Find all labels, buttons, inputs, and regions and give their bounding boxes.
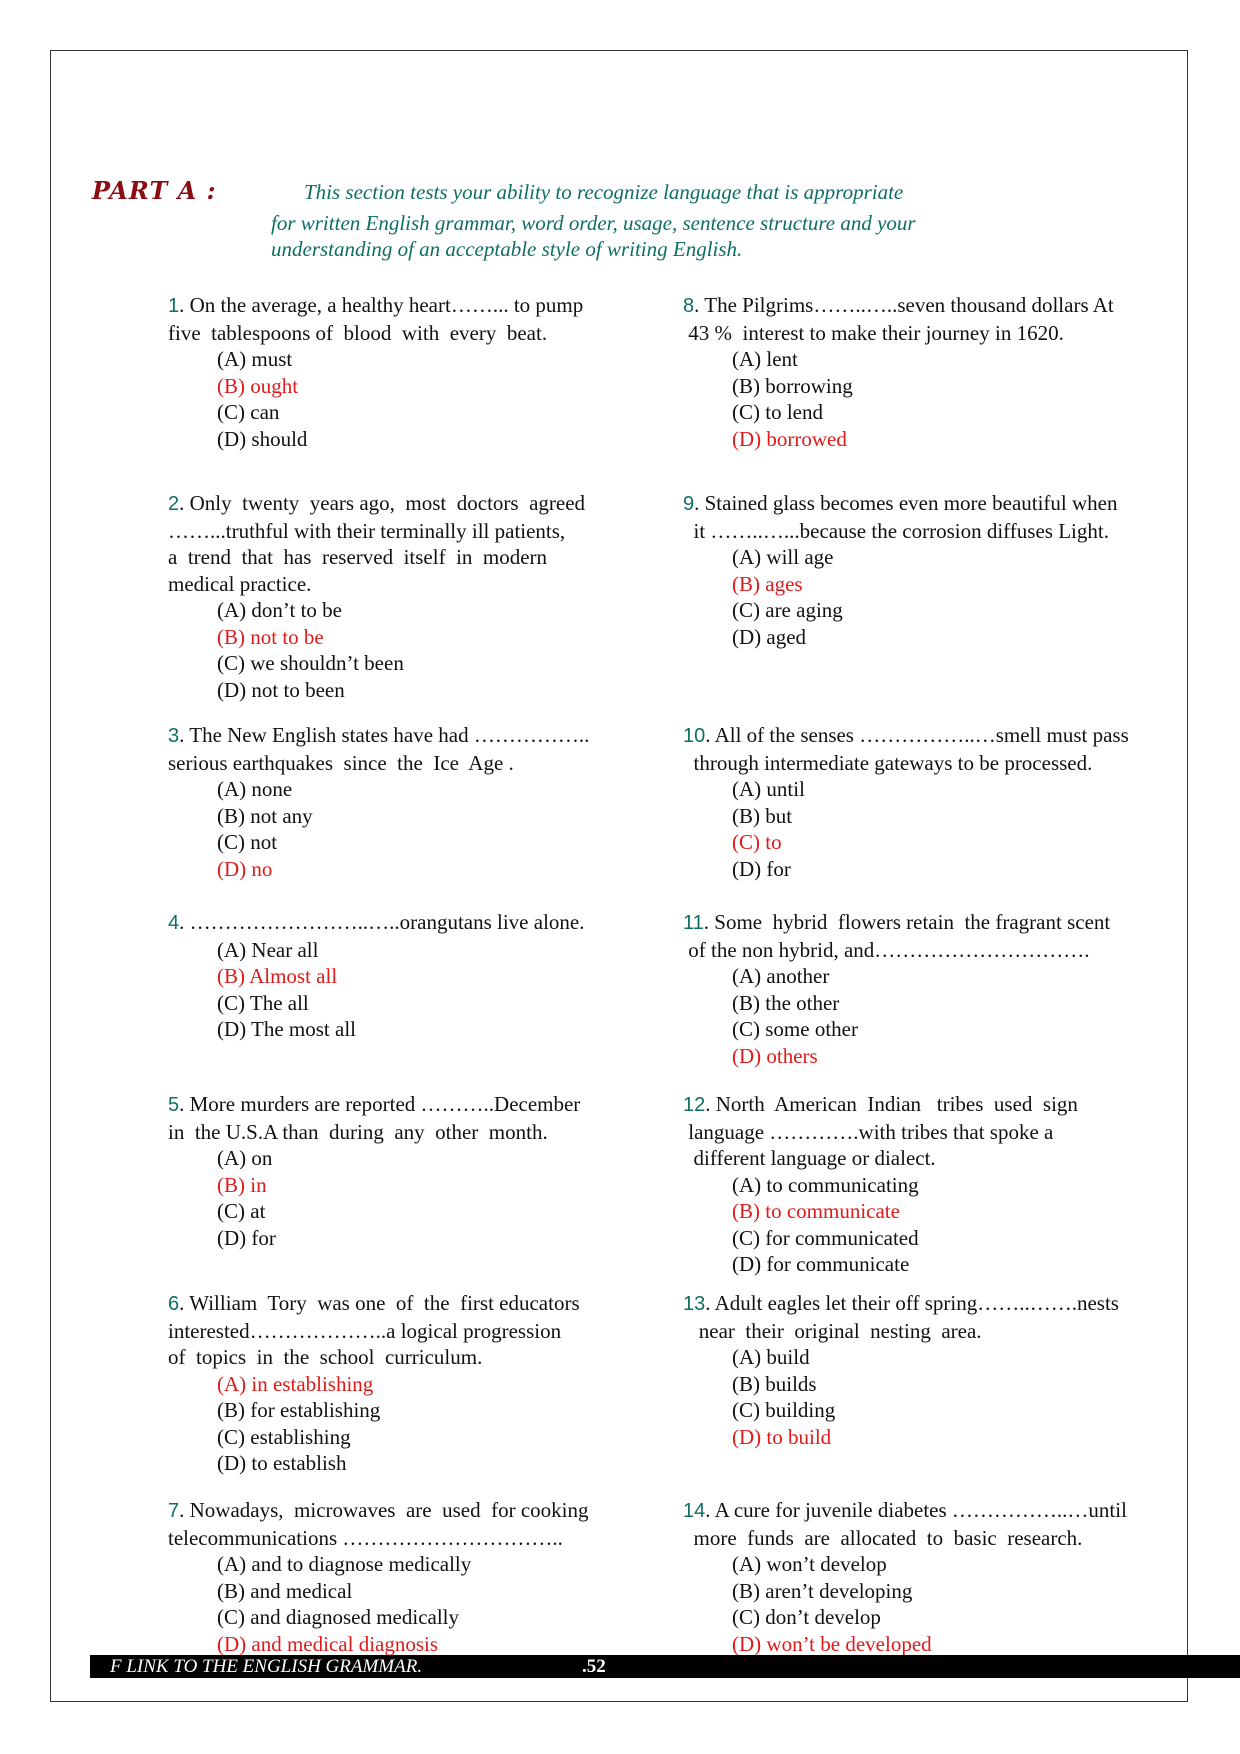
answer-option-correct: (B) to communicate: [732, 1199, 900, 1223]
question-4: [168, 909, 628, 1043]
answer-option: (A) will age: [732, 545, 834, 569]
answer-option: (C) and diagnosed medically: [217, 1605, 460, 1629]
question-text: . William Tory was one of the first educators: [179, 1291, 580, 1315]
question-text: ……...truthful with their terminally ill patients,: [168, 518, 566, 543]
question-text-line: [168, 1318, 628, 1345]
question-text-line: [683, 1318, 1163, 1345]
answer-option: (A) and to diagnose medically: [217, 1552, 472, 1576]
question-text-line: [683, 750, 1163, 777]
question-text: . The New English states have had ……………..: [179, 723, 590, 747]
question-text: five tablespoons of blood with every beat.: [168, 320, 548, 345]
answer-option: (C) can: [217, 400, 280, 424]
question-13: [683, 1290, 1163, 1450]
question-text-line: [683, 909, 1163, 937]
question-text-line: [683, 1091, 1163, 1119]
question-text: serious earthquakes since the Ice Age .: [168, 750, 514, 775]
question-text-line: [683, 490, 1163, 518]
answer-option: (C) we shouldn’t been: [217, 651, 404, 675]
question-text-line: [683, 1497, 1163, 1525]
answer-option-correct: (D) borrowed: [732, 426, 847, 451]
answer-option: (D) to establish: [217, 1451, 347, 1475]
question-text-line: [168, 750, 628, 777]
answer-option: (A) won’t develop: [732, 1552, 887, 1576]
question-text-line: [168, 544, 628, 571]
question-text-line: [168, 1344, 628, 1371]
question-number: 14: [683, 1500, 706, 1522]
answer-option: (B) builds: [732, 1371, 817, 1396]
answer-option-correct: (D) no: [217, 856, 273, 881]
question-text: a trend that has reserved itself in modern: [168, 545, 548, 569]
answer-option: (A) lent: [732, 347, 798, 371]
question-12: [683, 1091, 1163, 1278]
footer-title: F LINK TO THE ENGLISH GRAMMAR.: [110, 1656, 423, 1677]
answer-option: (A) on: [217, 1146, 273, 1170]
answer-option-correct: (D) others: [732, 1043, 818, 1068]
answer-option-correct: (D) and medical diagnosis: [217, 1631, 439, 1656]
question-text: telecommunications …………………………..: [168, 1525, 563, 1550]
question-text-line: [683, 1119, 1163, 1146]
answer-option: (D) should: [217, 426, 308, 451]
question-5: [168, 1091, 628, 1251]
intro-line-2: for written English grammar, word order, usage, sentence structure and your: [271, 211, 916, 235]
answer-option: (A) Near all: [217, 937, 319, 962]
question-text: medical practice.: [168, 571, 312, 596]
question-text: of the non hybrid, and………………………….: [683, 937, 1090, 962]
question-number: 6: [168, 1293, 180, 1315]
answer-option: (D) The most all: [217, 1017, 357, 1041]
question-text: . Some hybrid flowers retain the fragrant scent: [703, 910, 1111, 934]
question-text: . Nowadays, microwaves are used for cooking: [179, 1498, 589, 1522]
question-text: . Adult eagles let their off spring……..…….nests: [705, 1291, 1119, 1315]
question-text-line: [683, 1290, 1163, 1318]
part-label: PART A :: [92, 176, 217, 205]
question-text: more funds are allocated to basic research.: [683, 1525, 1083, 1550]
question-text: . On the average, a healthy heart……... to pump: [179, 293, 584, 317]
question-text-line: [168, 722, 628, 750]
question-text-line: [683, 937, 1163, 964]
answer-option: (A) none: [217, 777, 293, 801]
question-text: near their original nesting area.: [683, 1318, 982, 1343]
question-text-line: [683, 320, 1163, 347]
question-text-line: [683, 292, 1163, 320]
question-text-line: [168, 292, 628, 320]
question-2: [168, 490, 628, 703]
question-number: 9: [683, 493, 695, 515]
answer-option: (C) at: [217, 1199, 266, 1223]
answer-option-correct: (B) not to be: [217, 624, 324, 649]
answer-option: (C) for communicated: [732, 1225, 919, 1250]
answer-option: (D) not to been: [217, 677, 345, 702]
question-text: . A cure for juvenile diabetes ……………..…until: [705, 1498, 1127, 1522]
question-number: 11: [683, 912, 704, 934]
question-text: through intermediate gateways to be processed.: [683, 750, 1093, 775]
answer-option: (D) aged: [732, 624, 807, 649]
answer-option: (A) another: [732, 964, 830, 988]
answer-option: (C) don’t develop: [732, 1605, 881, 1629]
answer-option: (B) for establishing: [217, 1398, 381, 1422]
answer-option: (C) establishing: [217, 1424, 351, 1449]
question-text-line: [683, 1145, 1163, 1172]
page-number: .52: [582, 1656, 606, 1677]
answer-option: (D) for communicate: [732, 1252, 910, 1276]
intro-line-3: understanding of an acceptable style of writing English.: [271, 237, 743, 261]
question-text-line: [168, 571, 628, 598]
question-number: 2: [168, 493, 180, 515]
answer-option: (C) to lend: [732, 400, 823, 424]
answer-option: (C) The all: [217, 990, 309, 1015]
question-10: [683, 722, 1163, 882]
answer-option: (B) the other: [732, 990, 840, 1015]
answer-option: (D) for: [732, 856, 791, 881]
answer-option: (C) are aging: [732, 598, 843, 622]
question-text: interested………………..a logical progression: [168, 1318, 562, 1343]
question-11: [683, 909, 1163, 1069]
question-text: in the U.S.A than during any other month.: [168, 1119, 548, 1144]
question-number: 4: [168, 912, 180, 934]
question-text: . More murders are reported ………..December: [179, 1092, 581, 1116]
question-14: [683, 1497, 1163, 1657]
answer-option-correct: (B) ought: [217, 373, 299, 398]
question-number: 1: [168, 295, 180, 317]
question-text-line: [168, 518, 628, 545]
question-text-line: [168, 1497, 628, 1525]
answer-option: (A) don’t to be: [217, 598, 343, 622]
question-number: 12: [683, 1094, 706, 1116]
question-8: [683, 292, 1163, 452]
question-number: 13: [683, 1293, 706, 1315]
answer-option-correct: (C) to: [732, 830, 782, 854]
question-number: 10: [683, 725, 706, 747]
question-7: [168, 1497, 628, 1657]
question-text-line: [168, 909, 628, 937]
question-text: . Only twenty years ago, most doctors agreed: [179, 491, 586, 515]
answer-option: (A) build: [732, 1345, 810, 1369]
answer-option: (A) must: [217, 347, 293, 371]
answer-option: (A) until: [732, 777, 805, 801]
question-text: of topics in the school curriculum.: [168, 1345, 483, 1369]
answer-option: (B) and medical: [217, 1578, 353, 1603]
question-text-line: [683, 722, 1163, 750]
answer-option: (B) aren’t developing: [732, 1578, 913, 1603]
question-text: . All of the senses ……………..…smell must pass: [705, 723, 1129, 747]
question-text: . Stained glass becomes even more beautiful when: [694, 491, 1118, 515]
intro-line-1: This section tests your ability to recognize language that is appropriate: [304, 180, 904, 204]
question-number: 7: [168, 1500, 180, 1522]
answer-option-correct: (B) in: [217, 1172, 267, 1197]
question-number: 5: [168, 1094, 180, 1116]
question-text-line: [168, 1290, 628, 1318]
answer-option: (B) but: [732, 803, 793, 828]
answer-option: (A) to communicating: [732, 1172, 919, 1197]
question-text: . North American Indian tribes used sign: [705, 1092, 1078, 1116]
question-text: . The Pilgrims……..…..seven thousand dollars At: [694, 293, 1114, 317]
question-number: 3: [168, 725, 180, 747]
question-number: 8: [683, 295, 695, 317]
answer-option-correct: (D) to build: [732, 1424, 832, 1449]
question-text-line: [168, 1119, 628, 1146]
answer-option: (D) for: [217, 1225, 276, 1250]
question-text: it ……..…...because the corrosion diffuses Light.: [683, 518, 1109, 543]
question-1: [168, 292, 628, 452]
question-text-line: [168, 490, 628, 518]
answer-option-correct: (B) Almost all: [217, 964, 338, 988]
question-text-line: [168, 1525, 628, 1552]
question-9: [683, 490, 1163, 650]
footer-bar: [90, 1655, 1240, 1678]
question-text: different language or dialect.: [683, 1146, 936, 1170]
question-text-line: [168, 320, 628, 347]
answer-option-correct: (A) in establishing: [217, 1371, 374, 1396]
question-text: . ……………………..…..orangutans live alone.: [179, 910, 585, 934]
question-6: [168, 1290, 628, 1477]
answer-option-correct: (D) won’t be developed: [732, 1631, 932, 1656]
answer-option: (C) some other: [732, 1017, 858, 1041]
question-text-line: [683, 518, 1163, 545]
question-text: 43 % interest to make their journey in 1620.: [683, 320, 1064, 345]
answer-option: (C) not: [217, 830, 278, 854]
answer-option-correct: (B) ages: [732, 571, 803, 596]
question-text-line: [683, 1525, 1163, 1552]
question-text: language ………….with tribes that spoke a: [683, 1119, 1054, 1144]
answer-option: (B) borrowing: [732, 373, 853, 398]
question-text-line: [168, 1091, 628, 1119]
answer-option: (C) building: [732, 1398, 836, 1422]
question-3: [168, 722, 628, 882]
answer-option: (B) not any: [217, 803, 313, 828]
